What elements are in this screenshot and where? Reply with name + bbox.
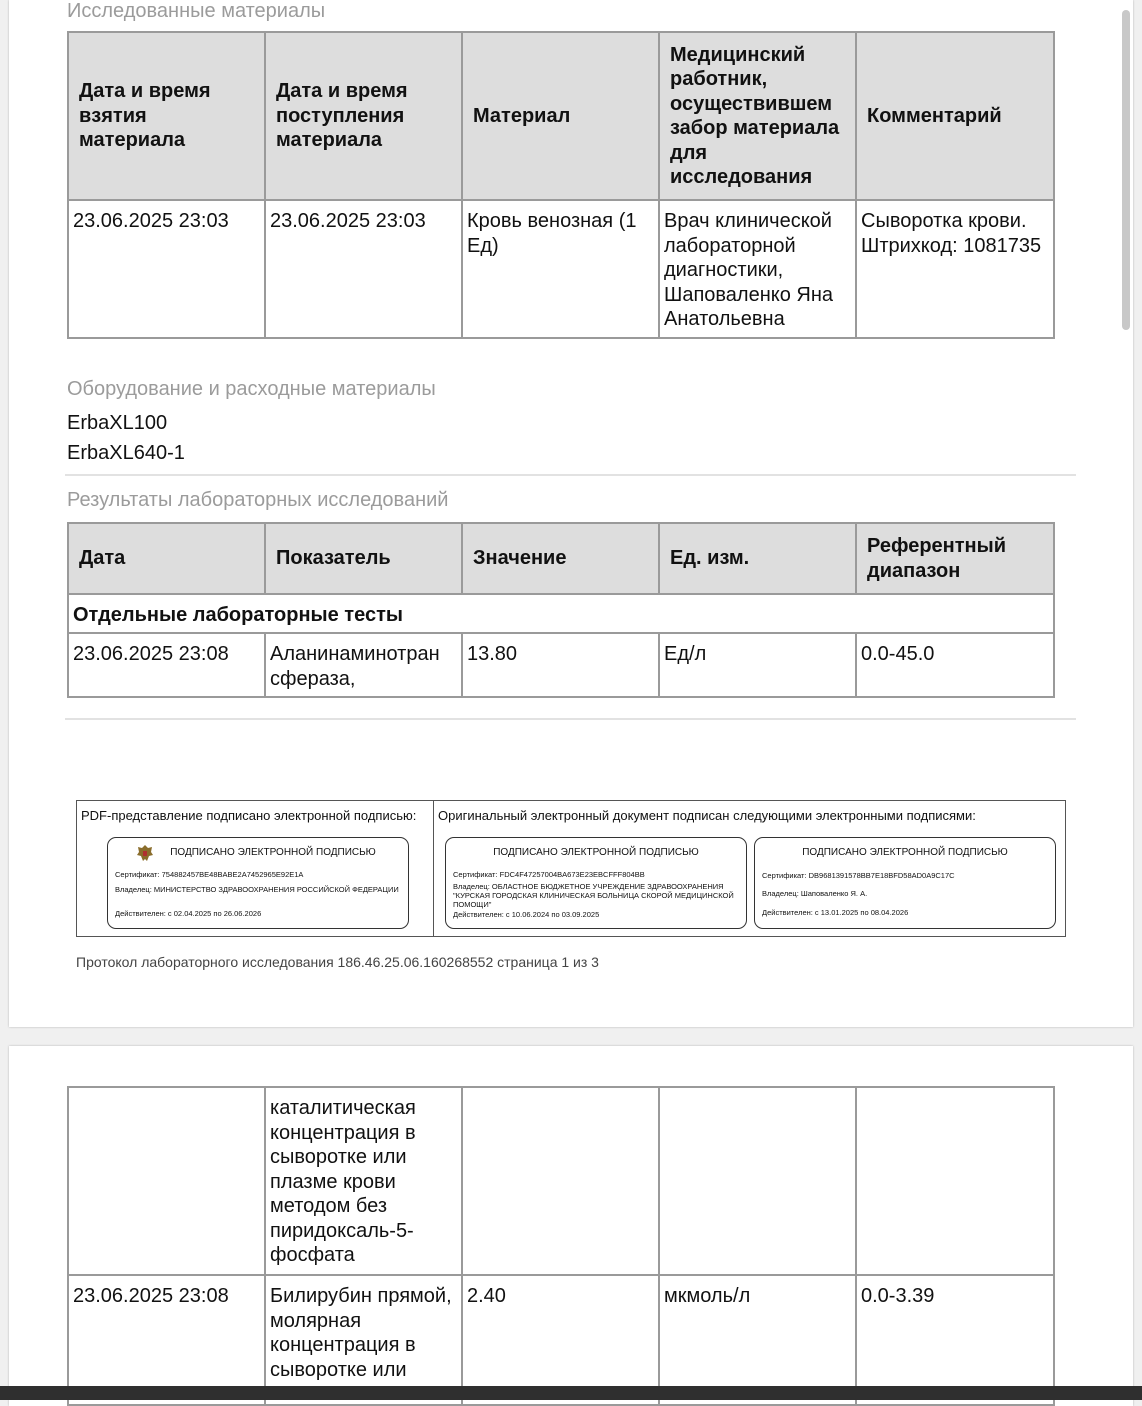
cell-material: Кровь венозная (1 Ед)	[462, 200, 659, 338]
header-material: Материал	[462, 32, 659, 200]
cell-reference-range: 0.0-3.39	[856, 1275, 1054, 1405]
cell-unit: мкмоль/л	[659, 1275, 856, 1405]
cell-reference-range	[856, 1087, 1054, 1275]
stamp-validity: Действителен: с 02.04.2025 по 26.06.2026	[115, 909, 262, 918]
header-reference-range: Референтный диапазон	[856, 523, 1054, 594]
cell-date: 23.06.2025 23:08	[68, 633, 265, 697]
signature-block	[76, 800, 1066, 937]
equipment-section-title: Оборудование и расходные материалы	[67, 378, 436, 400]
cell-date: 23.06.2025 23:08	[68, 1275, 265, 1405]
section-divider	[65, 474, 1076, 476]
cell-collection-datetime: 23.06.2025 23:03	[68, 200, 265, 338]
results-group-label: Отдельные лабораторные тесты	[68, 594, 1054, 633]
equipment-item: ErbaXL100	[67, 412, 168, 434]
signature-stamp	[754, 837, 1056, 929]
cell-indicator: Аланинаминотран сфераза,	[265, 633, 462, 697]
table-row	[68, 200, 1054, 338]
table-row	[68, 1087, 1054, 1275]
pdf-signature-panel	[77, 801, 434, 936]
vertical-scrollbar[interactable]	[1122, 10, 1130, 330]
materials-header-row	[68, 32, 1054, 200]
equipment-item: ErbaXL640-1	[67, 442, 185, 464]
results-table-continued	[67, 1086, 1055, 1406]
cell-date	[68, 1087, 265, 1275]
header-medical-worker: Медицинский работник, осуществившем забор материала для исследования	[659, 32, 856, 200]
stamp-certificate: Сертификат: 754882457BE48BABE2A7452965E92E1A	[115, 870, 304, 879]
cell-unit	[659, 1087, 856, 1275]
header-value: Значение	[462, 523, 659, 594]
cell-comment: Сыворотка крови. Штрихкод: 1081735	[856, 200, 1054, 338]
signature-stamp	[445, 837, 747, 929]
results-header-row	[68, 523, 1054, 594]
stamp-owner: Владелец: Шаповаленко Я. А.	[762, 889, 868, 898]
stamp-owner: Владелец: МИНИСТЕРСТВО ЗДРАВООХРАНЕНИЯ РОССИЙСКОЙ ФЕДЕРАЦИИ	[115, 885, 399, 894]
header-arrival-datetime: Дата и время поступления материала	[265, 32, 462, 200]
stamp-validity: Действителен: с 10.06.2024 по 03.09.2025	[453, 910, 600, 919]
section-divider	[65, 718, 1076, 720]
table-row	[68, 633, 1054, 697]
materials-table	[67, 31, 1055, 339]
stamp-certificate: Сертификат: DB9681391578BB7E18BFD58AD0A9C17C	[762, 871, 955, 880]
header-collection-datetime: Дата и время взятия материала	[68, 32, 265, 200]
cell-indicator: Билирубин прямой, молярная концентрация в сыворотке или	[265, 1275, 462, 1405]
cell-value: 13.80	[462, 633, 659, 697]
header-indicator: Показатель	[265, 523, 462, 594]
signature-stamp	[107, 837, 409, 929]
stamp-certificate: Сертификат: FDC4F47257004BA673E23EBCFFF804BB	[453, 870, 645, 879]
results-section-title: Результаты лабораторных исследований	[67, 489, 449, 511]
bottom-toolbar	[0, 1386, 1142, 1400]
cell-value: 2.40	[462, 1275, 659, 1405]
document-page-2	[9, 1046, 1133, 1406]
results-group-row	[68, 594, 1054, 633]
protocol-footer: Протокол лабораторного исследования 186.46.25.06.160268552 страница 1 из 3	[76, 954, 599, 970]
stamp-title: ПОДПИСАНО ЭЛЕКТРОННОЙ ПОДПИСЬЮ	[170, 847, 376, 858]
header-comment: Комментарий	[856, 32, 1054, 200]
cell-indicator: каталитическая концентрация в сыворотке или плазме крови методом без пиридоксаль-5-фосфата	[265, 1087, 462, 1275]
stamp-owner: Владелец: ОБЛАСТНОЕ БЮДЖЕТНОЕ УЧРЕЖДЕНИЕ ЗДРАВООХРАНЕНИЯ "КУРСКАЯ ГОРОДСКАЯ КЛИНИЧЕСКАЯ БОЛЬНИЦА СКОРОЙ МЕДИЦИНСКОЙ ПОМОЩИ"	[453, 882, 734, 909]
stamp-validity: Действителен: с 13.01.2025 по 08.04.2026	[762, 908, 909, 917]
cell-value	[462, 1087, 659, 1275]
stamp-title: ПОДПИСАНО ЭЛЕКТРОННОЙ ПОДПИСЬЮ	[802, 847, 1008, 858]
original-signature-caption: Оригинальный электронный документ подписан следующими электронными подписями:	[438, 808, 976, 823]
materials-section-title: Исследованные материалы	[67, 0, 326, 22]
document-page-1	[9, 0, 1133, 1027]
results-table	[67, 522, 1055, 698]
cell-medical-worker: Врач клинической лабораторной диагностики, Шаповаленко Яна Анатольевна	[659, 200, 856, 338]
cell-arrival-datetime: 23.06.2025 23:03	[265, 200, 462, 338]
cell-unit: Ед/л	[659, 633, 856, 697]
header-unit: Ед. изм.	[659, 523, 856, 594]
pdf-signature-caption: PDF-представление подписано электронной подписью:	[81, 808, 417, 823]
header-date: Дата	[68, 523, 265, 594]
stamp-title: ПОДПИСАНО ЭЛЕКТРОННОЙ ПОДПИСЬЮ	[493, 847, 699, 858]
cell-reference-range: 0.0-45.0	[856, 633, 1054, 697]
